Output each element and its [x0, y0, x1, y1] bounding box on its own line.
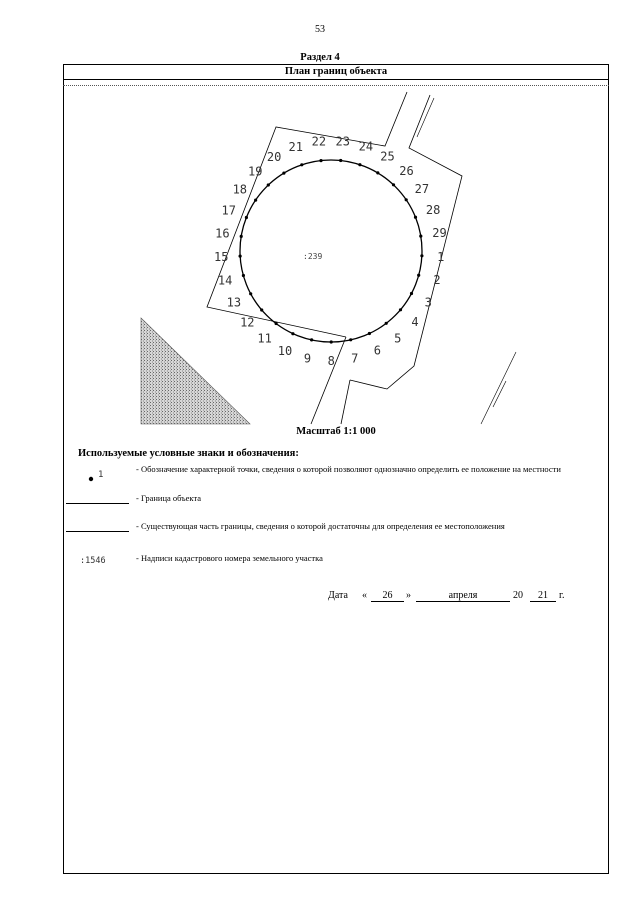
point-number-label: 10 — [277, 343, 293, 358]
road-line-1 — [417, 98, 434, 137]
characteristic-point — [410, 292, 413, 295]
point-number-label: 27 — [414, 182, 430, 197]
legend-cadastral-symbol: :1546 — [80, 556, 106, 566]
characteristic-point — [282, 172, 285, 175]
point-number-label: 2 — [433, 273, 441, 288]
point-number-label: 9 — [303, 351, 312, 366]
point-number-label: 20 — [266, 149, 282, 164]
scale-label: Масштаб 1:1 000 — [296, 426, 376, 437]
point-number-label: 11 — [257, 331, 272, 346]
date-century: 20 — [513, 590, 523, 601]
characteristic-point — [414, 216, 417, 219]
point-number-label: 18 — [232, 182, 248, 197]
characteristic-point — [349, 338, 352, 341]
point-number-label: 23 — [335, 134, 350, 149]
point-number-label: 19 — [247, 164, 263, 179]
legend-existing-boundary-description: - Существующая часть границы, сведения о которой достаточны для определения ее местоположения — [136, 521, 505, 531]
boundary-plan — [64, 86, 609, 426]
date-suffix: г. — [559, 590, 565, 601]
point-number-label: 29 — [432, 226, 447, 240]
characteristic-point — [239, 255, 242, 258]
legend-point-number: 1 — [98, 470, 104, 480]
characteristic-point — [368, 332, 371, 335]
date-day: 26 — [371, 590, 404, 602]
characteristic-point — [358, 163, 361, 166]
characteristic-point — [242, 274, 245, 277]
title-divider — [63, 79, 609, 80]
point-number-label: 1 — [437, 249, 445, 264]
characteristic-point — [260, 308, 263, 311]
hatched-area — [141, 318, 250, 424]
existing-boundary-symbol — [66, 531, 129, 532]
point-number-label: 22 — [311, 134, 327, 149]
parcel-outline — [311, 337, 346, 424]
boundary-line-symbol — [66, 503, 129, 504]
characteristic-point — [240, 235, 243, 238]
date-label: Дата — [328, 590, 348, 601]
point-number-label: 6 — [373, 343, 382, 358]
characteristic-point — [310, 338, 313, 341]
characteristic-point — [291, 332, 294, 335]
characteristic-point — [417, 274, 420, 277]
road-line-3 — [493, 381, 506, 407]
characteristic-point — [275, 322, 278, 325]
date-close-quote: » — [406, 590, 411, 601]
characteristic-point — [330, 340, 333, 343]
parcel-outline-4 — [341, 380, 350, 424]
point-number-label: 15 — [213, 250, 229, 265]
legend-boundary-description: - Граница объекта — [136, 493, 202, 503]
point-number-label: 28 — [425, 203, 441, 218]
point-number-label: 21 — [288, 139, 303, 154]
point-number-label: 13 — [226, 295, 242, 310]
characteristic-point — [245, 216, 248, 219]
characteristic-point — [300, 163, 303, 166]
point-number-label: 4 — [411, 315, 419, 330]
point-number-label: 5 — [394, 331, 402, 346]
legend-point-description: - Обозначение характерной точки, сведения о которой позволяют однозначно определить ее положение на местности — [136, 464, 561, 474]
point-number-label: 12 — [240, 315, 255, 330]
point-number-label: 3 — [424, 295, 432, 310]
road-line-2 — [481, 352, 516, 424]
page-number: 53 — [315, 24, 325, 35]
characteristic-point — [339, 159, 342, 162]
section-title: Раздел 4 — [300, 52, 340, 63]
point-number-label: 8 — [327, 354, 335, 368]
point-number-label: 16 — [215, 226, 230, 241]
date-year: 21 — [530, 590, 556, 602]
characteristic-point — [405, 198, 408, 201]
characteristic-point — [392, 183, 395, 186]
point-number-label: 25 — [380, 149, 395, 164]
characteristic-point — [419, 235, 422, 238]
characteristic-point — [249, 292, 252, 295]
object-boundary — [240, 160, 422, 342]
characteristic-point — [399, 308, 402, 311]
point-labels — [214, 135, 447, 368]
point-number-label: 7 — [351, 351, 359, 366]
date-month: апреля — [416, 590, 510, 602]
point-number-label: 24 — [358, 139, 374, 154]
point-number-label: 14 — [217, 273, 233, 288]
characteristic-point — [254, 199, 257, 202]
plan-title: План границ объекта — [284, 66, 388, 77]
characteristic-point — [267, 183, 270, 186]
date-open-quote: « — [362, 590, 367, 601]
characteristic-point — [385, 322, 388, 325]
parcel-number-label: :239 — [303, 252, 323, 261]
characteristic-point — [420, 254, 423, 257]
point-number-label: 26 — [399, 164, 414, 178]
characteristic-point — [319, 159, 322, 162]
legend-point-symbol — [87, 470, 97, 488]
point-number-label: 17 — [221, 203, 236, 218]
point-icon — [87, 473, 97, 483]
legend-cadastral-description: - Надписи кадастрового номера земельного участка — [136, 553, 323, 563]
characteristic-point — [376, 171, 379, 174]
legend-title: Используемые условные знаки и обозначения: — [78, 448, 299, 459]
